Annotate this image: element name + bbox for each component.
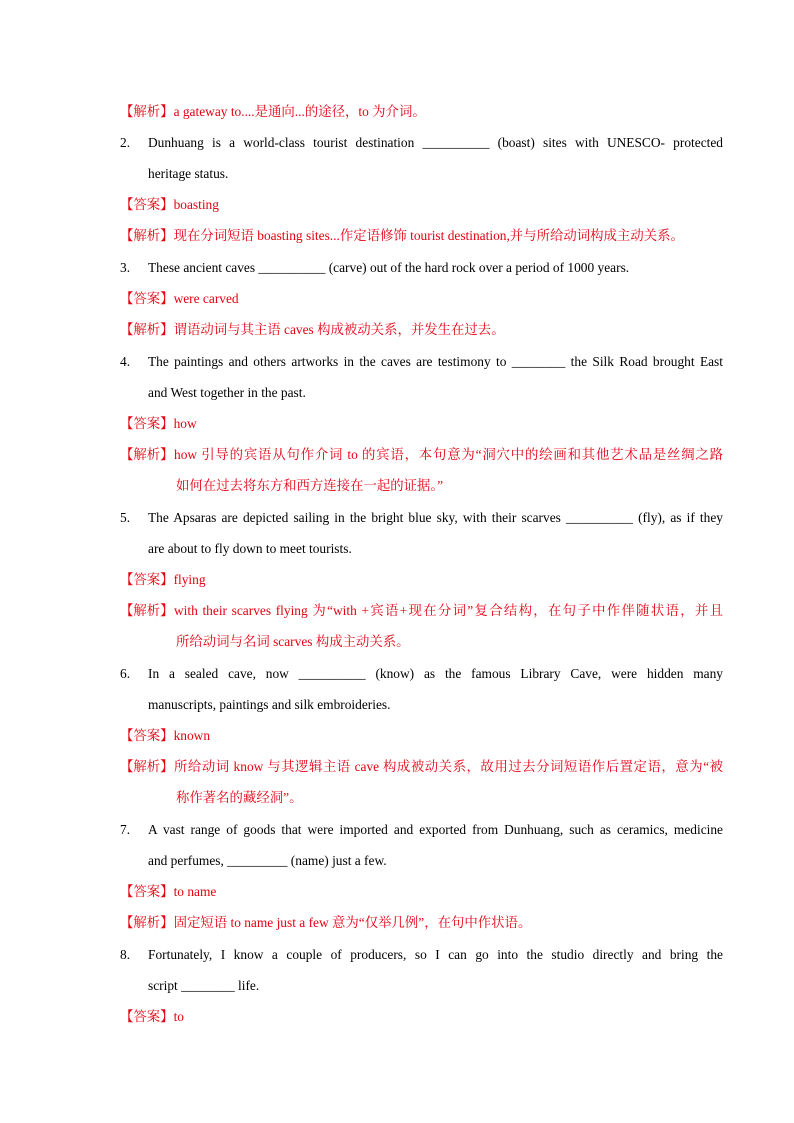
answer-4 bbox=[0, 414, 794, 434]
explanation-label: 【解析】 bbox=[120, 603, 174, 618]
question-8-line-2 bbox=[0, 976, 794, 996]
question-text: and West together in the past. bbox=[148, 385, 306, 400]
answer-label: 【答案】to name bbox=[120, 884, 217, 899]
explanation-label: 【解析】现在分词短语 boasting sites...作定语修饰 tourist destination,并与所给动词构成主动关系。 bbox=[120, 228, 684, 243]
explanation-label: 【解析】 bbox=[120, 759, 174, 774]
question-number: 4. bbox=[120, 354, 131, 369]
explanation-label: 【解析】谓语动词与其主语 caves 构成被动关系，并发生在过去。 bbox=[120, 322, 505, 337]
answer-label: 【答案】to bbox=[120, 1009, 184, 1024]
explanation-6-line-1 bbox=[0, 757, 794, 777]
question-5-line-1 bbox=[0, 508, 794, 528]
question-text: Dunhuang is a world-class tourist destination __________ (boast) sites with UNESCO- protected bbox=[148, 135, 723, 150]
question-number: 5. bbox=[120, 510, 131, 525]
answer-7 bbox=[0, 882, 794, 902]
explanation-label: 【解析】固定短语 to name just a few 意为“仅举几例”，在句中作状语。 bbox=[120, 915, 532, 930]
explanation-text: 如何在过去将东方和西方连接在一起的证据。” bbox=[176, 478, 444, 493]
explanation-text: with their scarves flying 为“with +宾语+现在分词”复合结构，在句子中作伴随状语，并且 bbox=[174, 603, 723, 618]
explanation-4-line-1 bbox=[0, 445, 794, 465]
answer-label: 【答案】how bbox=[120, 416, 197, 431]
question-5-line-2 bbox=[0, 539, 794, 559]
answer-8 bbox=[0, 1007, 794, 1027]
explanation-text: 称作著名的藏经洞”。 bbox=[176, 790, 303, 805]
answer-5 bbox=[0, 570, 794, 590]
question-number: 6. bbox=[120, 666, 131, 681]
question-8-line-1 bbox=[0, 945, 794, 965]
explanation-1 bbox=[0, 102, 794, 122]
explanation-6-line-2 bbox=[0, 788, 794, 808]
question-text: manuscripts, paintings and silk embroideries. bbox=[148, 697, 391, 712]
explanation-text: how 引导的宾语从句作介词 to 的宾语，本句意为“洞穴中的绘画和其他艺术品是丝绸之路 bbox=[174, 447, 723, 462]
question-text: Fortunately, I know a couple of producers, so I can go into the studio directly and bring the bbox=[148, 947, 723, 962]
explanation-5-line-2 bbox=[0, 632, 794, 652]
explanation-5-line-1 bbox=[0, 601, 794, 621]
question-text: The Apsaras are depicted sailing in the bright blue sky, with their scarves __________ (fly), as if they bbox=[148, 510, 723, 525]
answer-label: 【答案】boasting bbox=[120, 197, 219, 212]
question-text: are about to fly down to meet tourists. bbox=[148, 541, 352, 556]
question-text: The paintings and others artworks in the caves are testimony to ________ the Silk Road brought East bbox=[148, 354, 723, 369]
answer-3 bbox=[0, 289, 794, 309]
explanation-4-line-2 bbox=[0, 476, 794, 496]
explanation-2 bbox=[0, 226, 794, 246]
explanation-text: 所给动词与名词 scarves 构成主动关系。 bbox=[176, 634, 410, 649]
explanation-text: 所给动词 know 与其逻辑主语 cave 构成被动关系，故用过去分词短语作后置定语，意为“被 bbox=[174, 759, 723, 774]
answer-label: 【答案】flying bbox=[120, 572, 206, 587]
answer-label: 【答案】known bbox=[120, 728, 211, 743]
question-number: 7. bbox=[120, 822, 131, 837]
answer-label: 【答案】were carved bbox=[120, 291, 239, 306]
question-text: In a sealed cave, now __________ (know) as the famous Library Cave, were hidden many bbox=[148, 666, 723, 681]
question-text: heritage status. bbox=[148, 166, 229, 181]
question-text: and perfumes, _________ (name) just a few. bbox=[148, 853, 387, 868]
question-number: 3. bbox=[120, 260, 131, 275]
question-text: A vast range of goods that were imported and exported from Dunhuang, such as ceramics, medicine bbox=[148, 822, 723, 837]
explanation-label: 【解析】 bbox=[120, 447, 174, 462]
explanation-3 bbox=[0, 320, 794, 340]
question-6-line-2 bbox=[0, 695, 794, 715]
question-4-line-1 bbox=[0, 352, 794, 372]
question-number: 8. bbox=[120, 947, 131, 962]
question-3-line-1 bbox=[0, 258, 794, 278]
question-2-line-2 bbox=[0, 164, 794, 184]
question-4-line-2 bbox=[0, 383, 794, 403]
answer-6 bbox=[0, 726, 794, 746]
explanation-label: 【解析】a gateway to....是通向...的途径，to 为介词。 bbox=[120, 104, 426, 119]
question-6-line-1 bbox=[0, 664, 794, 684]
question-7-line-2 bbox=[0, 851, 794, 871]
answer-2 bbox=[0, 195, 794, 215]
explanation-7 bbox=[0, 913, 794, 933]
question-text: script ________ life. bbox=[148, 978, 260, 993]
question-text: These ancient caves __________ (carve) out of the hard rock over a period of 1000 years. bbox=[148, 260, 630, 275]
question-number: 2. bbox=[120, 135, 131, 150]
question-7-line-1 bbox=[0, 820, 794, 840]
question-2-line-1 bbox=[0, 133, 794, 153]
